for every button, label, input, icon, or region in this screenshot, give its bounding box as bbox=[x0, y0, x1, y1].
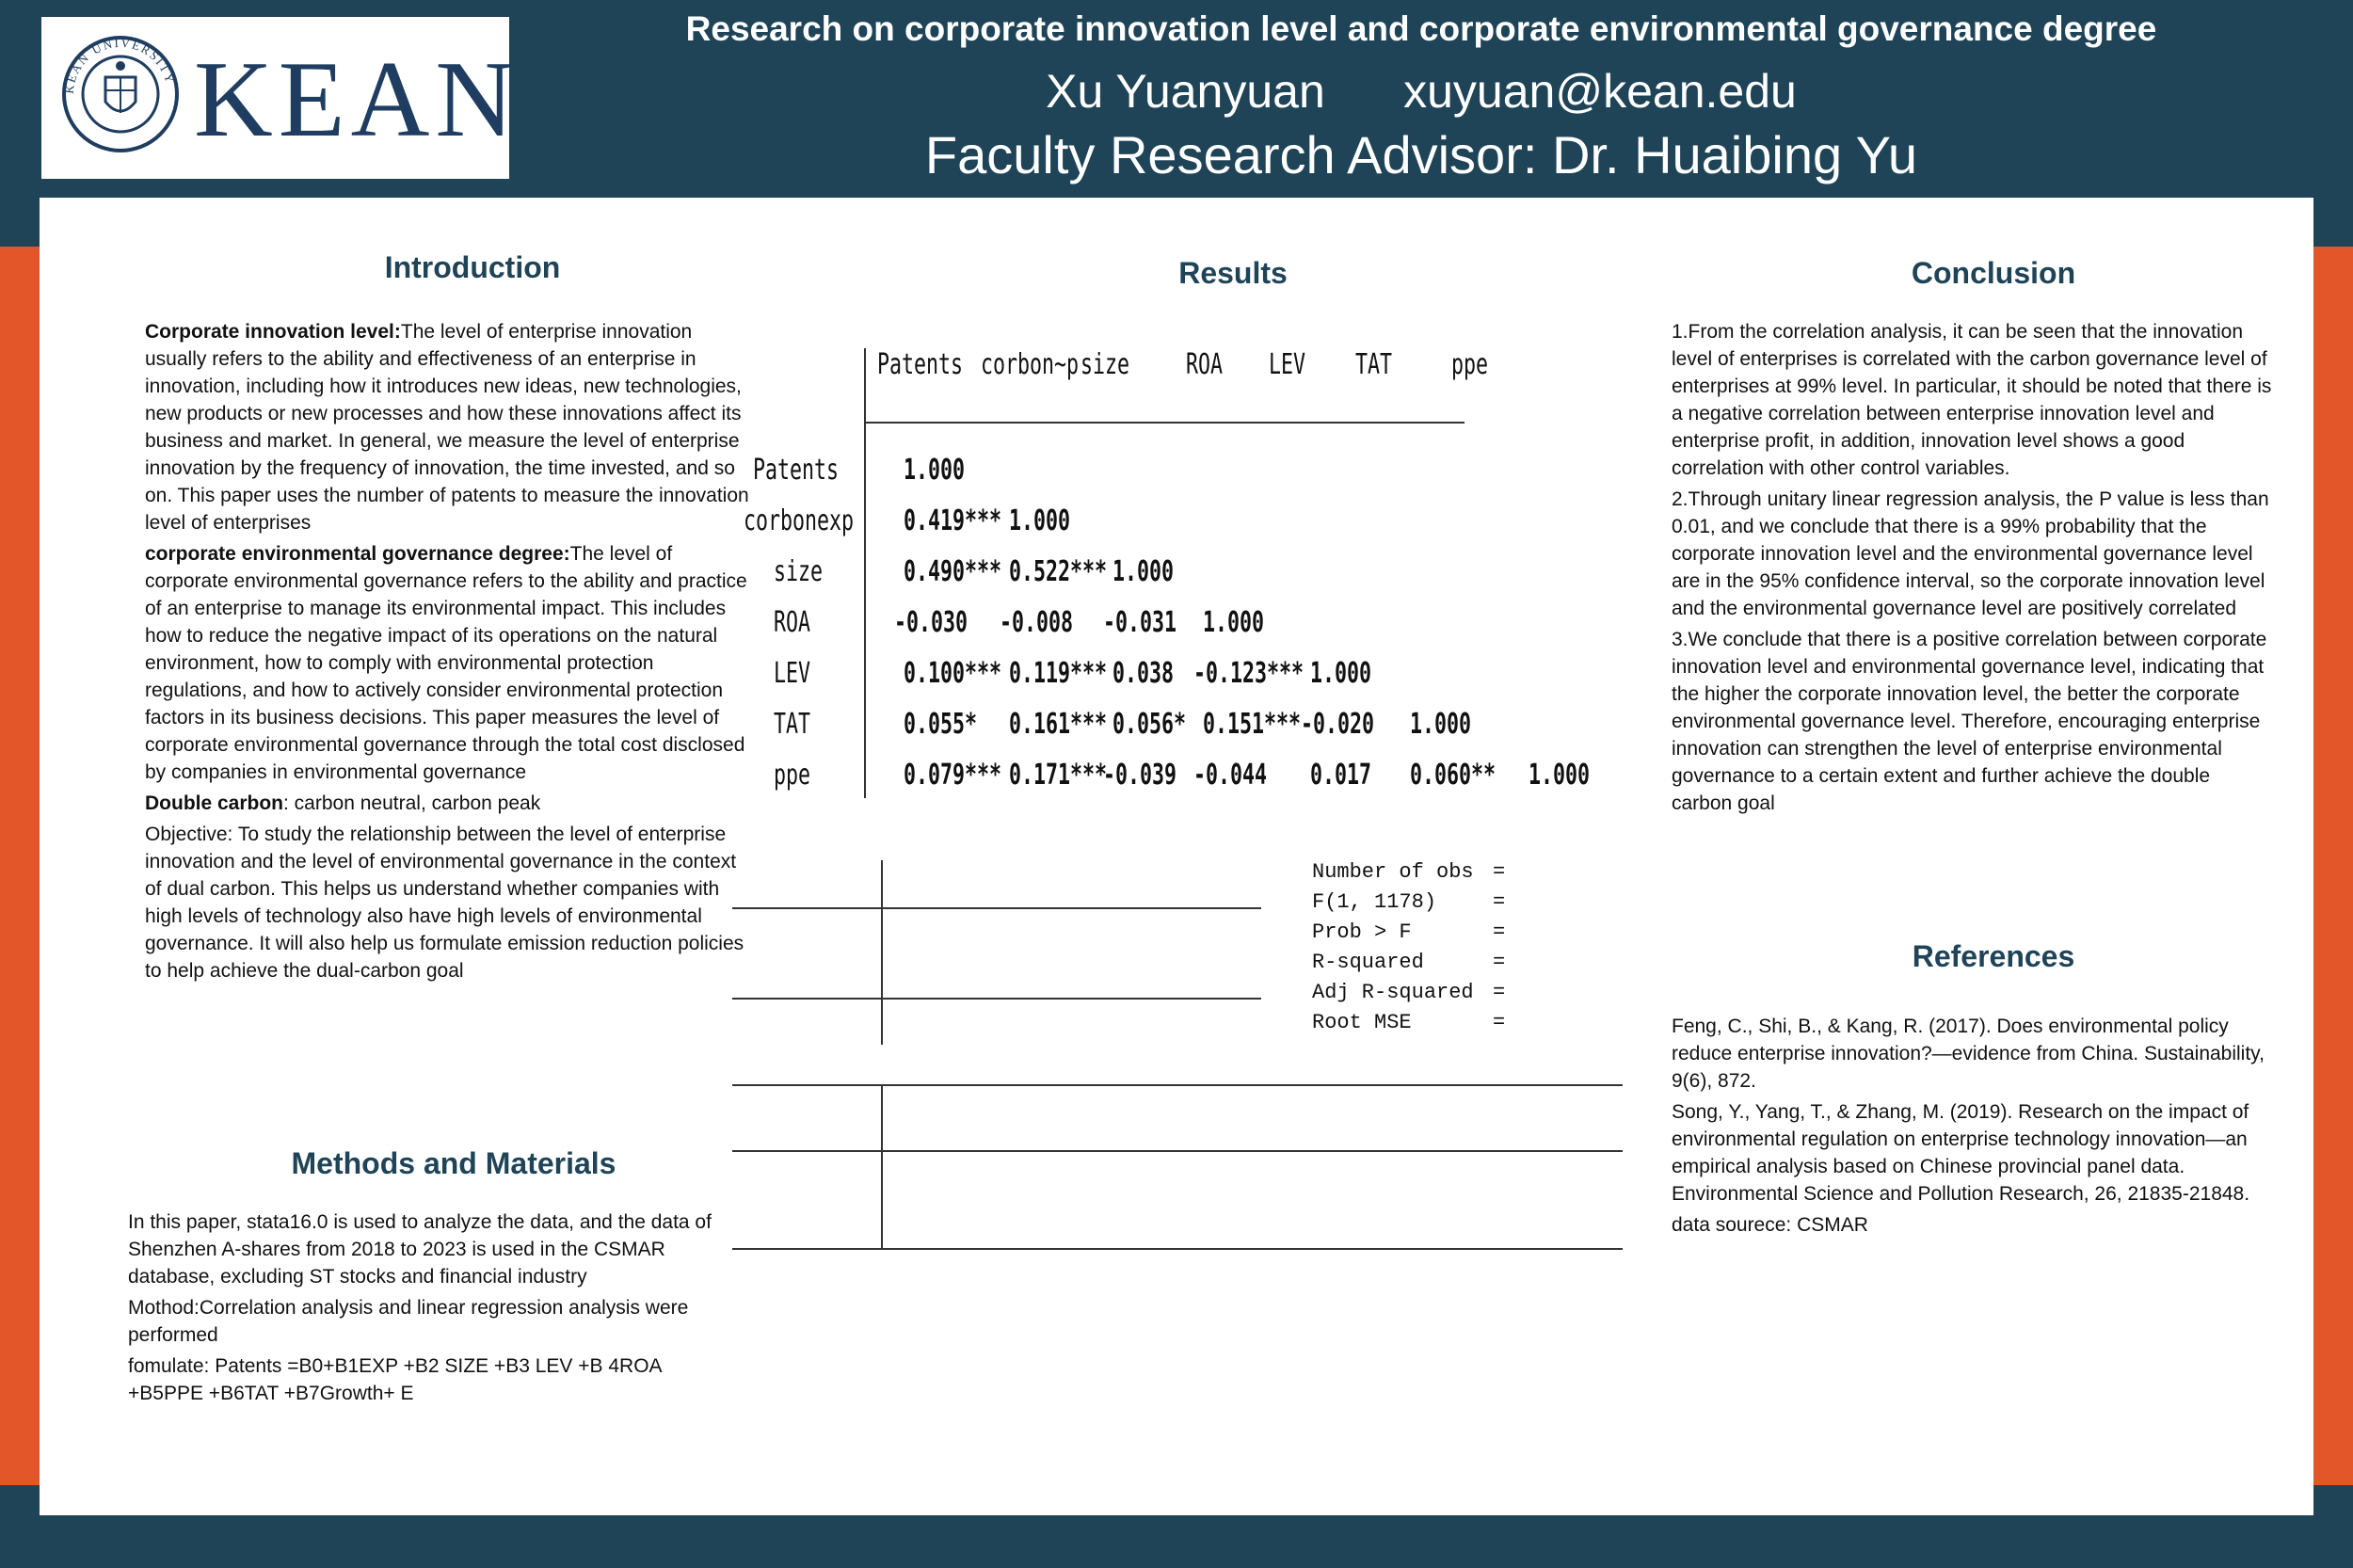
stat-label: Adj R-squared bbox=[1312, 981, 1474, 1004]
corr-col-header: size bbox=[1080, 348, 1130, 381]
corr-col-header: ROA bbox=[1186, 348, 1224, 381]
introduction-heading: Introduction bbox=[384, 250, 561, 284]
intro-label-1: Corporate innovation level: bbox=[145, 321, 401, 343]
stat-equals: = bbox=[1493, 981, 1506, 1004]
corr-cell: 0.100*** bbox=[904, 657, 1002, 690]
corr-row-label: ppe bbox=[774, 759, 811, 792]
stat-label: Root MSE bbox=[1312, 1011, 1412, 1034]
corr-row-label: size bbox=[774, 555, 824, 588]
intro-label-3: Double carbon bbox=[145, 792, 284, 814]
methods-heading: Methods and Materials bbox=[291, 1146, 616, 1180]
coef-rule-mid bbox=[732, 1150, 1623, 1152]
intro-paragraph-2 bbox=[145, 540, 757, 786]
corr-row-label: LEV bbox=[774, 657, 811, 690]
poster-title: Research on corporate innovation level and corporate environmental governance degree bbox=[685, 9, 2157, 48]
anova-rule-2 bbox=[732, 998, 1261, 1000]
intro-paragraph-1 bbox=[145, 318, 757, 536]
corr-col-header: TAT bbox=[1355, 348, 1393, 381]
corr-cell: 0.079*** bbox=[904, 759, 1002, 792]
conclusion-heading: Conclusion bbox=[1911, 256, 2076, 290]
stat-equals: = bbox=[1493, 1011, 1506, 1034]
corr-col-header: corbon~p bbox=[981, 348, 1080, 381]
results-heading: Results bbox=[1178, 256, 1288, 290]
intro-text-3: : carbon neutral, carbon peak bbox=[283, 792, 541, 814]
corr-cell: 0.055* bbox=[904, 708, 978, 741]
corr-cell: 0.119*** bbox=[1009, 657, 1108, 690]
corr-col-header: ppe bbox=[1451, 348, 1489, 381]
conclusion-paragraph-1: 1.From the correlation analysis, it can be seen that the innovation level of enterprises is correlated with the carbon governance level of enterprises at 99% level. In particular, it should be noted that there is a negative correlation between enterprise innovation level and enterprise profit, in addition, innovation level shows a good correlation with other control variables. bbox=[1672, 321, 2272, 479]
methods-paragraph-3: fomulate: Patents =B0+B1EXP +B2 SIZE +B3 LEV +B 4ROA +B5PPE +B6TAT +B7Growth+ E bbox=[128, 1355, 662, 1404]
corr-row-label: corbonexp bbox=[744, 504, 855, 537]
introduction-body bbox=[145, 318, 757, 988]
coef-rule-top bbox=[732, 1084, 1623, 1086]
corr-cell: 0.171*** bbox=[1009, 759, 1108, 792]
coef-rule-bottom bbox=[732, 1248, 1623, 1250]
corr-cell: -0.030 bbox=[894, 606, 968, 639]
reference-1: Feng, C., Shi, B., & Kang, R. (2017). Does environmental policy reduce enterprise innovation?—evidence from China. Sustainability, 9(6), 872. bbox=[1672, 1016, 2265, 1092]
corr-cell: 1.000 bbox=[1529, 759, 1591, 792]
corr-row-label: Patents bbox=[753, 454, 840, 487]
content-panel bbox=[40, 198, 2313, 1515]
university-seal-icon bbox=[60, 34, 181, 154]
corr-cell: -0.008 bbox=[1000, 606, 1074, 639]
corr-row-label: TAT bbox=[774, 708, 811, 741]
corr-cell: 0.161*** bbox=[1009, 708, 1108, 741]
corr-cell: 1.000 bbox=[1410, 708, 1472, 741]
corr-cell: 0.017 bbox=[1310, 759, 1372, 792]
stat-equals: = bbox=[1493, 951, 1506, 974]
corr-col-header: LEV bbox=[1269, 348, 1306, 381]
seal-text: KEAN UNIVERSITY bbox=[61, 35, 178, 95]
advisor-line: Faculty Research Advisor: Dr. Huaibing Yu bbox=[924, 125, 1918, 184]
corr-cell: 0.151*** bbox=[1203, 708, 1302, 741]
corr-header-rule bbox=[864, 422, 1465, 424]
reference-3: data sourece: CSMAR bbox=[1672, 1214, 1868, 1236]
author-line: Xu Yuanyuan xuyuan@kean.edu bbox=[1046, 65, 1797, 118]
corr-cell: 1.000 bbox=[1009, 504, 1071, 537]
corr-cell: 0.419*** bbox=[904, 504, 1002, 537]
intro-text-2: The level of corporate environmental governance refers to the ability and practice of an enterprise to manage its environmental impact. This includes how to reduce the negative impact of its operations on the natural environment, how to comply with environmental protection regulations, and how to actively consider environmental protection factors in its business decisions. This paper measures the level of corporate environmental governance through the total cost disclosed by companies in environmental governance bbox=[145, 543, 747, 783]
corr-cell: 0.056* bbox=[1112, 708, 1187, 741]
kean-logo bbox=[41, 17, 520, 179]
corr-cell: 0.522*** bbox=[1009, 555, 1108, 588]
corr-cell: 1.000 bbox=[904, 454, 966, 487]
methods-paragraph-1: In this paper, stata16.0 is used to analyze the data, and the data of Shenzhen A-shares from 2018 to 2023 is used in the CSMAR database, excluding ST stocks and financial industry bbox=[128, 1211, 712, 1288]
references-body bbox=[1672, 1013, 2274, 1242]
corr-cell: 1.000 bbox=[1203, 606, 1265, 639]
conclusion-body bbox=[1672, 318, 2274, 821]
conclusion-paragraph-2: 2.Through unitary linear regression analysis, the P value is less than 0.01, and we conclude that there is a 99% probability that the corporate innovation level and the environmental governance level are in the 95% confidence interval, so the corporate innovation level and the environmental governance level are positively correlated bbox=[1672, 488, 2269, 619]
corr-label-rule bbox=[864, 348, 866, 798]
corr-cell: -0.031 bbox=[1103, 606, 1177, 639]
coef-name-rule bbox=[881, 1084, 883, 1250]
poster-header bbox=[0, 0, 2353, 198]
corr-cell: 0.060** bbox=[1410, 759, 1497, 792]
stat-equals: = bbox=[1493, 860, 1506, 884]
intro-text-1: The level of enterprise innovation usually refers to the ability and effectiveness of an enterprise in innovation, including how it introduces new ideas, new technologies, new products or new processes and how these innovations affect its business and market. In general, we measure the level of enterprise innovation by the frequency of innovation, the time invested, and so on. This paper uses the number of patents to measure the innovation level of enterprises bbox=[145, 321, 749, 534]
corr-cell: 1.000 bbox=[1112, 555, 1175, 588]
methods-paragraph-2: Mothod:Correlation analysis and linear regression analysis were performed bbox=[128, 1297, 689, 1346]
anova-rule-1 bbox=[732, 907, 1261, 909]
methods-body bbox=[128, 1208, 740, 1411]
anova-source-rule bbox=[881, 860, 883, 1045]
intro-paragraph-3 bbox=[145, 790, 757, 817]
conclusion-paragraph-3: 3.We conclude that there is a positive correlation between corporate innovation level and environmental governance level, indicating that the higher the corporate innovation level, the better the corporate environmental governance level. Therefore, encouraging enterprise innovation can strengthen the level of enterprise environmental governance to a certain extent and further achieve the double carbon goal bbox=[1672, 629, 2267, 814]
corr-cell: 1.000 bbox=[1310, 657, 1372, 690]
corr-cell: -0.020 bbox=[1301, 708, 1375, 741]
logo-wordmark: KEAN bbox=[194, 40, 520, 160]
corr-cell: -0.039 bbox=[1103, 759, 1177, 792]
corr-cell: -0.123*** bbox=[1193, 657, 1305, 690]
stat-label: Number of obs bbox=[1312, 860, 1474, 884]
corr-cell: 0.490*** bbox=[904, 555, 1002, 588]
corr-row-label: ROA bbox=[774, 606, 811, 639]
reference-2: Song, Y., Yang, T., & Zhang, M. (2019). Research on the impact of environmental regulation on enterprise technology innovation—an empirical analysis based on Chinese provincial panel data. Environmental Science and Pollution Research, 26, 21835-21848. bbox=[1672, 1101, 2250, 1205]
stat-label: Prob > F bbox=[1312, 920, 1412, 944]
intro-paragraph-4: Objective: To study the relationship between the level of enterprise innovation and the level of environmental governance in the context of dual carbon. This helps us understand whether companies with high levels of technology also have high levels of environmental governance. It will also help us formulate emission reduction policies to help achieve the dual-carbon goal bbox=[145, 824, 744, 982]
corr-cell: 0.038 bbox=[1112, 657, 1175, 690]
references-heading: References bbox=[1912, 939, 2075, 973]
stat-label: R-squared bbox=[1312, 951, 1424, 974]
intro-label-2: corporate environmental governance degree: bbox=[145, 543, 570, 565]
corr-cell: -0.044 bbox=[1193, 759, 1268, 792]
stat-label: F(1, 1178) bbox=[1312, 890, 1437, 914]
stat-equals: = bbox=[1493, 920, 1506, 944]
stat-equals: = bbox=[1493, 890, 1506, 914]
corr-col-header: Patents bbox=[877, 348, 964, 381]
